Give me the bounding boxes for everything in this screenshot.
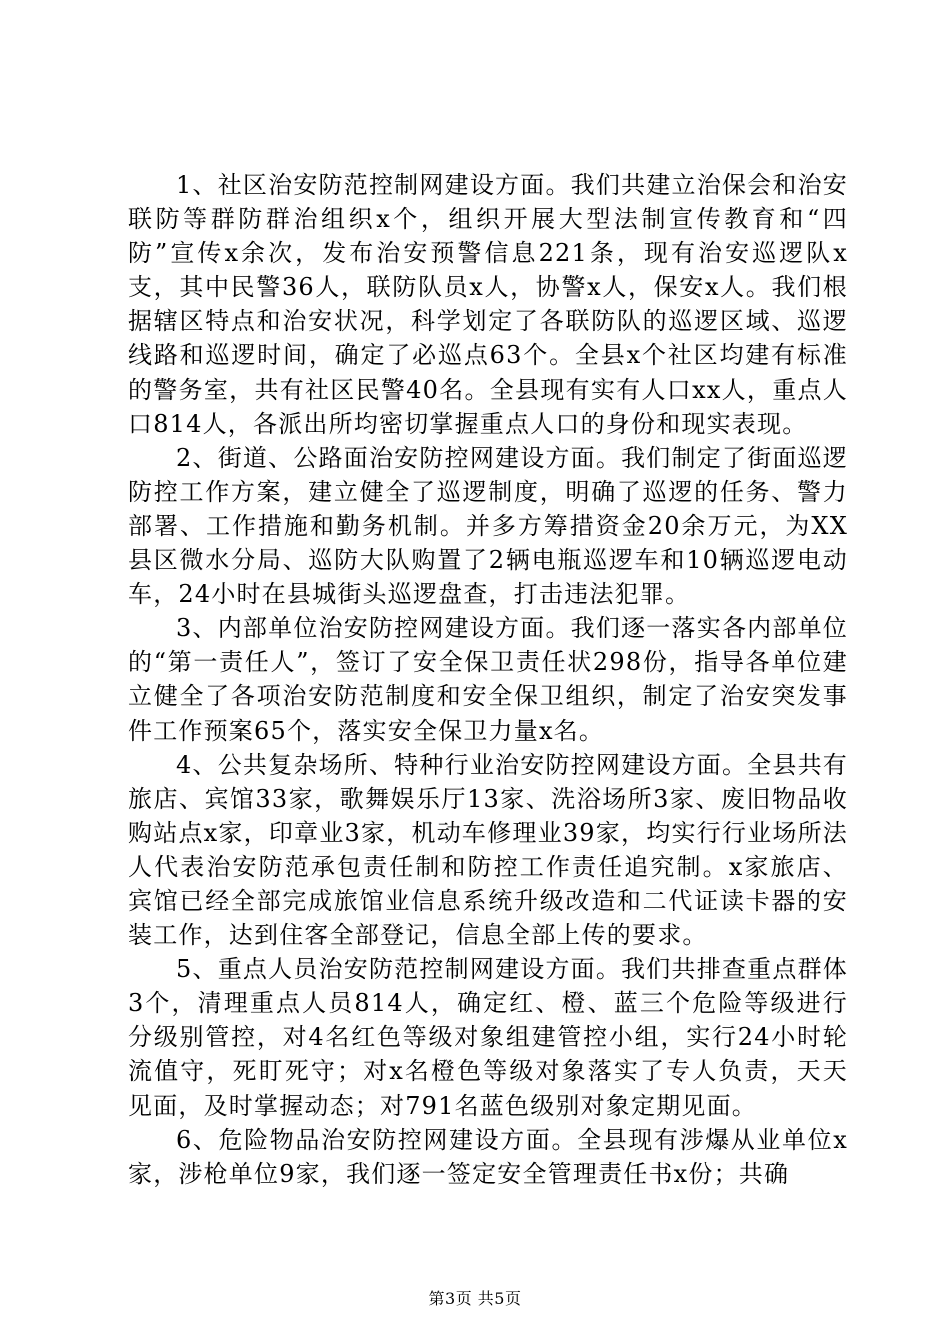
paragraph-1: 1、社区治安防范控制网建设方面。我们共建立治保会和治安联防等群防群治组织x个，组织开展大型法制宣传教育和“四防”宣传x余次，发布治安预警信息221条，现有治安巡逻队x支，其中民警36人，联防队员x人，协警x人，保安x人。我们根据辖区特点和治安状况，科学划定了各联防队的巡逻区域、巡逻线路和巡逻时间，确定了必巡点63个。全县x个社区均建有标准的警务室，共有社区民警40名。全县现有实有人口xx人，重点人口814人，各派出所均密切掌握重点人口的身份和现实表现。	[128, 171, 848, 438]
paragraph-5: 5、重点人员治安防范控制网建设方面。我们共排查重点群体3个，清理重点人员814人，确定红、橙、蓝三个危险等级进行分级别管控，对4名红色等级对象组建管控小组，实行24小时轮流值守，死盯死守；对x名橙色等级对象落实了专人负责，天天见面，及时掌握动态；对791名蓝色级别对象定期见面。	[128, 955, 848, 1120]
paragraph-6: 6、危险物品治安防控网建设方面。全县现有涉爆从业单位x家，涉枪单位9家，我们逐一签定安全管理责任书x份；共确	[128, 1125, 848, 1188]
page-number-footer: 第3页 共5页	[428, 1289, 522, 1308]
paragraph-2: 2、街道、公路面治安防控网建设方面。我们制定了街面巡逻防控工作方案，建立健全了巡逻制度，明确了巡逻的任务、警力部署、工作措施和勤务机制。并多方筹措资金20余万元，为XX县区微水分局、巡防大队购置了2辆电瓶巡逻车和10辆巡逻电动车，24小时在县城街头巡逻盘查，打击违法犯罪。	[128, 443, 848, 609]
paragraph-4: 4、公共复杂场所、特种行业治安防控网建设方面。全县共有旅店、宾馆33家，歌舞娱乐厅13家、洗浴场所3家、废旧物品收购站点x家，印章业3家，机动车修理业39家，均实行行业场所法人代表治安防范承包责任制和防控工作责任追究制。x家旅店、宾馆已经全部完成旅馆业信息系统升级改造和二代证读卡器的安装工作，达到住客全部登记，信息全部上传的要求。	[128, 750, 848, 950]
paragraph-3: 3、内部单位治安防控网建设方面。我们逐一落实各内部单位的“第一责任人”，签订了安全保卫责任状298份，指导各单位建立健全了各项治安防范制度和安全保卫组织，制定了治安突发事件工作预案65个，落实安全保卫力量x名。	[128, 614, 848, 745]
document-body	[128, 168, 848, 1191]
